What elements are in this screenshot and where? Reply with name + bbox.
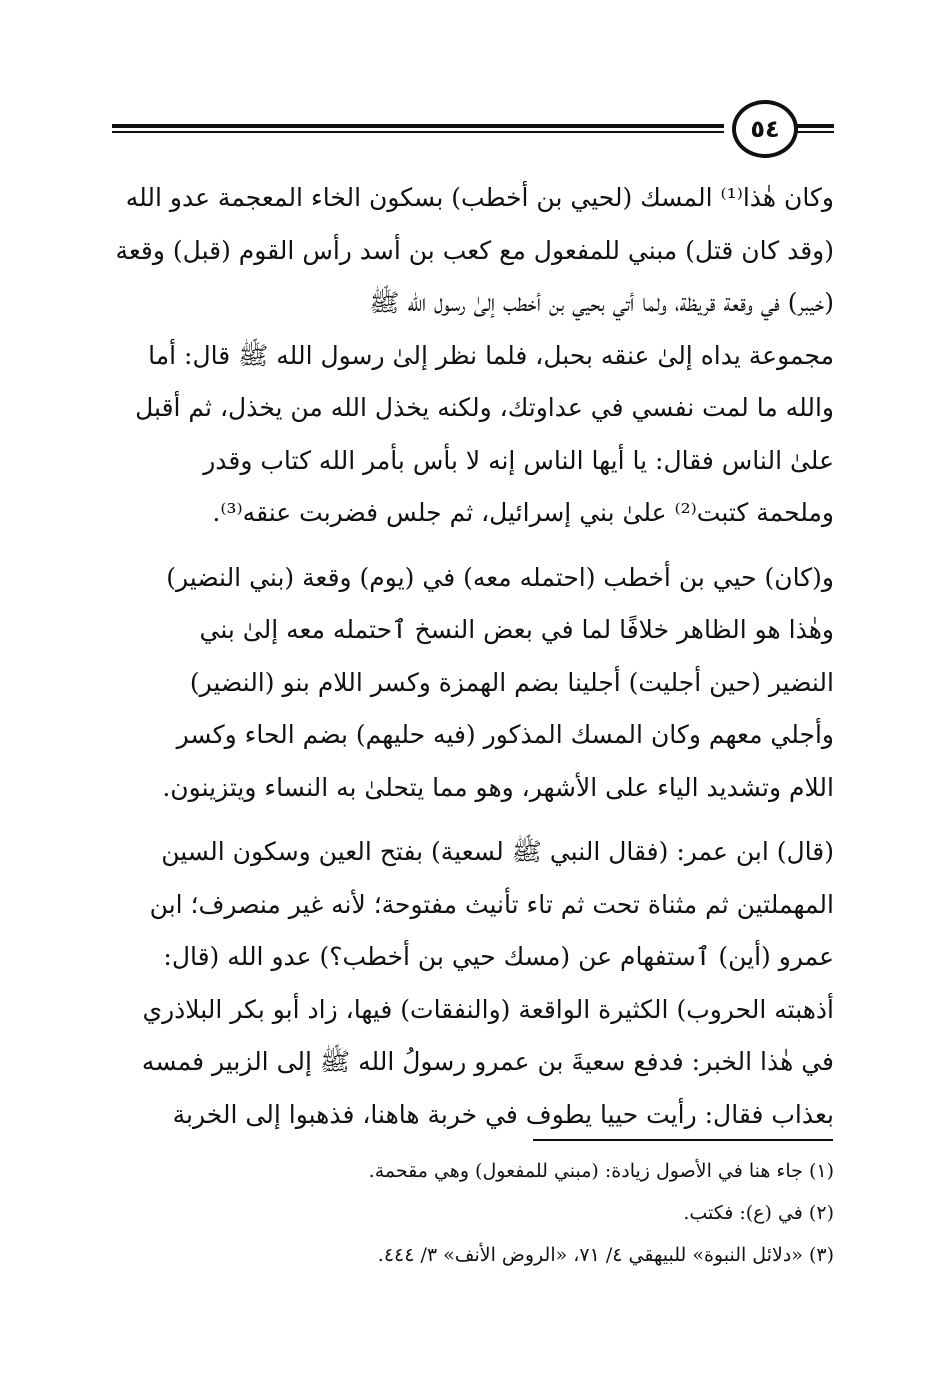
text-line: وهٰذا هو الظاهر خلافًا لما في بعض النسخ ٱحتمله معه إلىٰ بني [199, 615, 834, 644]
header-rule-tail [794, 124, 834, 134]
text-line: و(كان) حيي بن أخطب (احتمله معه) في (يوم) وقعة (بني النضير) [166, 562, 834, 592]
text-line: مجموعة يداه إلىٰ عنقه بحبل، فلما نظر إلىٰ رسول الله ﷺ قال: أما [148, 340, 834, 370]
paragraph [112, 552, 834, 815]
text-line: النضير (حين أجليت) أجلينا بضم الهمزة وكسر اللام بنو (النضير) [189, 667, 834, 697]
text-line: عمرو (أين) ٱستفهام عن (مسك حيي بن أخطب؟) عدو الله (قال: [163, 942, 834, 971]
footnotes [112, 1150, 834, 1276]
text-line: والله ما لمت نفسي في عداوتك، ولكنه يخذل الله من يخذل، ثم أقبل [135, 393, 834, 422]
main-text [112, 172, 834, 1153]
text-line: وملحمة كتبت⁽²⁾ علىٰ بني إسرائيل، ثم جلس فضربت عنقه⁽³⁾. [212, 498, 834, 527]
footnote: (٢) في (ع): فكتب. [683, 1202, 834, 1224]
page-number: ٥٤ [732, 100, 798, 158]
text-line: (قال) ابن عمر: (فقال النبي ﷺ لسعية) بفتح العين وسكون السين [161, 837, 834, 866]
paragraph [112, 826, 834, 1141]
header-rule [112, 124, 724, 134]
text-line: وأجلي معهم وكان المسك المذكور (فيه حليهم) بضم الحاء وكسر [176, 720, 834, 749]
footnote-divider [533, 1139, 833, 1141]
text-line: المهملتين ثم مثناة تحت ثم تاء تأنيث مفتوحة؛ لأنه غير منصرف؛ ابن [149, 889, 834, 919]
text-line: بعذاب فقال: رأيت حييا يطوف في خربة هاهنا، فذهبوا إلى الخربة [172, 1099, 834, 1129]
page-header [112, 98, 834, 160]
footnote: (٣) «دلائل النبوة» للبيهقي ٤/ ٧١، «الروض الأنف» ٣/ ٤٤٤. [377, 1244, 834, 1266]
footnote: (١) جاء هنا في الأصول زيادة: (مبني للمفعول) وهي مقحمة. [368, 1160, 834, 1182]
paragraph [112, 172, 834, 540]
text-line: (وقد كان قتل) مبني للمفعول مع كعب بن أسد رأس القوم (قبل) وقعة [115, 235, 834, 265]
text-line: في هٰذا الخبر: فدفع سعيةَ بن عمرو رسولُ الله ﷺ إلى الزبير فمسه [141, 1047, 834, 1076]
text-line: أذهبته الحروب) الكثيرة الواقعة (والنفقات) فيها، زاد أبو بكر البلاذري [142, 994, 834, 1024]
text-line: (خيبر) في وقعة قريظة، ولما أتي بحيي بن أخطب إلىٰ رسول الله ﷺ [369, 288, 834, 317]
text-line: وكان هٰذا⁽¹⁾ المسك (لحيي بن أخطب) بسكون الخاء المعجمة عدو الله [125, 183, 834, 212]
text-line: اللام وتشديد الياء على الأشهر، وهو مما يتحلىٰ به النساء ويتزينون. [162, 772, 834, 802]
text-line: علىٰ الناس فقال: يا أيها الناس إنه لا بأس بأمر الله كتاب وقدر [203, 445, 834, 475]
